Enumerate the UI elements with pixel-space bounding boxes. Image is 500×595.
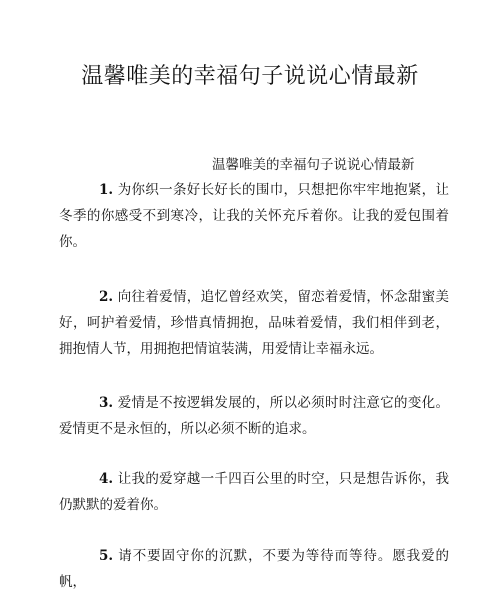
paragraph-text: 请不要固守你的沉默，不要为等待而等待。愿我爱的帆， xyxy=(59,548,449,590)
paragraph-4 xyxy=(59,466,449,518)
paragraph-text: 为你织一条好长好长的围巾，只想把你牢牢地抱紧，让冬季的你感受不到寒冷，让我的关怀充斥着你。让我的爱包围着你。 xyxy=(59,182,449,250)
paragraph-number: 5. xyxy=(99,548,114,564)
paragraph-text: 向往着爱情，追忆曾经欢笑，留恋着爱情，怀念甜蜜美好，呵护着爱情，珍惜真情拥抱，品味着爱情，我们相伴到老，拥抱情人节，用拥抱把情谊装满，用爱情让幸福永远。 xyxy=(59,289,449,357)
paragraph-number: 4. xyxy=(99,471,114,487)
document-subtitle: 温馨唯美的幸福句子说说心情最新 xyxy=(212,157,415,173)
paragraph-number: 2. xyxy=(99,289,114,305)
paragraph-text: 爱情是不按逻辑发展的，所以必须时时注意它的变化。爱情更不是永恒的，所以必须不断的追求。 xyxy=(59,395,449,437)
paragraph-text: 让我的爱穿越一千四百公里的时空，只是想告诉你，我仍默默的爱着你。 xyxy=(59,471,449,513)
paragraph-number: 3. xyxy=(99,395,114,411)
paragraph-3 xyxy=(59,390,449,442)
paragraph-2 xyxy=(59,284,449,362)
page-title: 温馨唯美的幸福句子说说心情最新 xyxy=(81,64,419,89)
paragraph-number: 1. xyxy=(99,182,114,198)
paragraph-1 xyxy=(59,177,449,255)
paragraph-5 xyxy=(59,543,449,595)
